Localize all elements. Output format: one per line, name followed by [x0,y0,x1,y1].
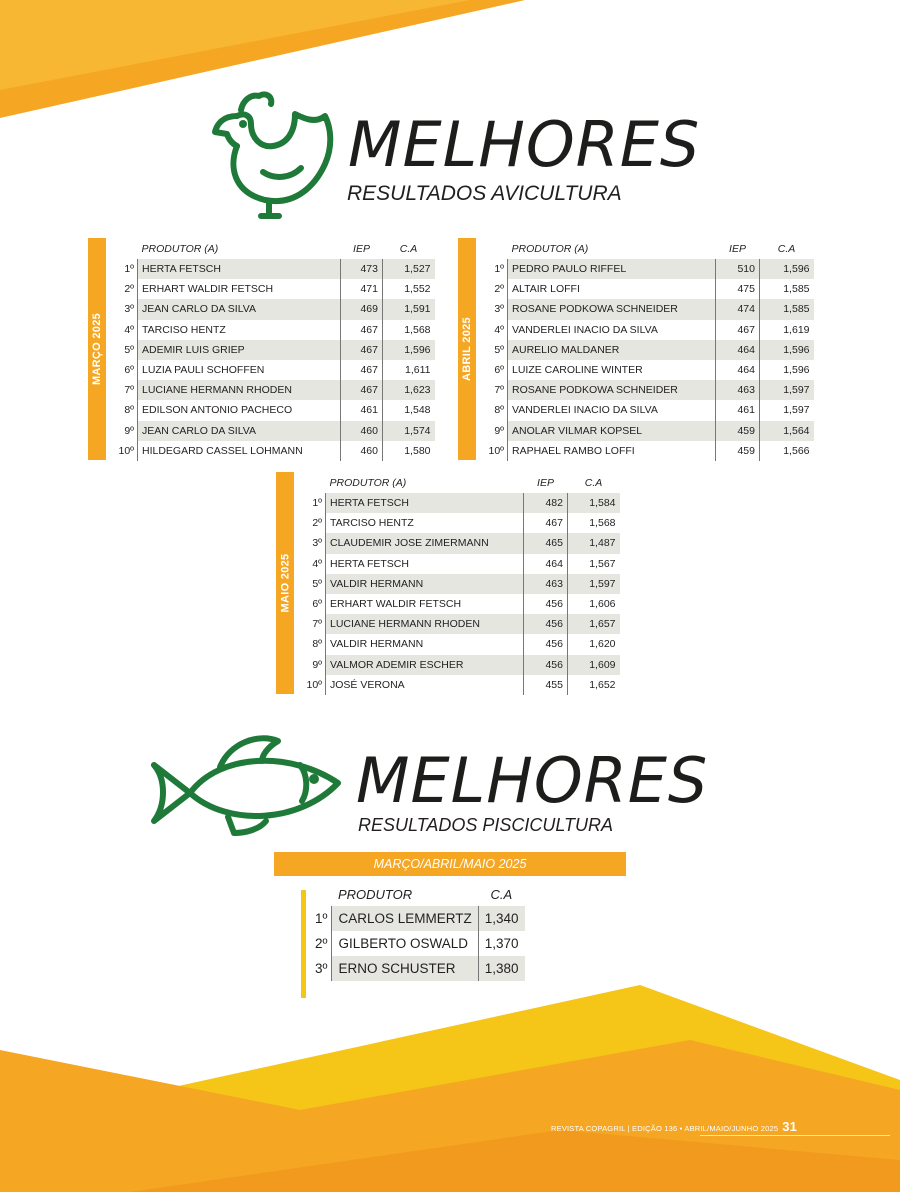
iep-value: 460 [341,441,383,461]
header-producer: PRODUTOR [337,886,413,902]
iep-value: 463 [524,574,568,594]
ca-value: 1,574 [383,421,435,441]
producer-name: CLAUDEMIR JOSE ZIMERMANN [326,533,524,553]
table-row [309,931,525,956]
ca-value: 1,527 [383,259,435,279]
rank: 10º [488,444,504,457]
table-may [276,472,626,694]
producer-name: ERNO SCHUSTER [332,956,478,981]
table-row [482,320,814,340]
poultry-title: MELHORES [348,108,701,181]
footer-divider [700,1135,890,1136]
producer-name: ANOLAR VILMAR KOPSEL [508,421,716,441]
rank: 4º [124,323,134,336]
iep-value: 510 [716,259,760,279]
iep-value: 463 [716,380,760,400]
table-row [309,906,525,931]
table-row [112,279,435,299]
ca-value: 1,340 [478,906,524,931]
rank: 10º [306,678,322,691]
accent-bar [301,890,306,998]
ca-value: 1,568 [568,513,620,533]
producer-name: JOSÉ VERONA [326,675,524,695]
ca-value: 1,596 [760,360,814,380]
ca-value: 1,609 [568,655,620,675]
producer-name: CARLOS LEMMERTZ [332,906,478,931]
period-banner: MARÇO/ABRIL/MAIO 2025 [274,852,626,876]
header-ca: C.A [584,476,603,489]
rank: 9º [494,424,504,437]
iep-value: 471 [341,279,383,299]
ca-value: 1,619 [760,320,814,340]
top-yellow-band [0,0,470,90]
producer-name: JEAN CARLO DA SILVA [138,299,341,319]
producer-name: LUCIANE HERMANN RHODEN [326,614,524,634]
header-iep: IEP [353,242,370,255]
table-row [300,614,620,634]
fish-icon [150,733,348,837]
table-row [300,634,620,654]
ranking-table [300,472,620,695]
iep-value: 475 [716,279,760,299]
rank: 4º [494,323,504,336]
producer-name: HERTA FETSCH [138,259,341,279]
iep-value: 456 [524,634,568,654]
producer-name: VANDERLEI INACIO DA SILVA [508,400,716,420]
ca-value: 1,597 [760,380,814,400]
table-row [300,513,620,533]
rank: 3º [312,537,322,550]
rank: 2º [124,283,134,296]
table-row [300,533,620,553]
rank: 9º [124,424,134,437]
producer-name: AURELIO MALDANER [508,340,716,360]
rank: 5º [312,577,322,590]
iep-value: 464 [716,360,760,380]
month-label: ABRIL 2025 [461,317,473,381]
table-row [482,380,814,400]
chicken-icon [203,88,343,220]
iep-value: 461 [716,400,760,420]
iep-value: 467 [341,340,383,360]
fish-subtitle: RESULTADOS PISCICULTURA [358,815,614,835]
header-iep: IEP [729,242,746,255]
producer-name: TARCISO HENTZ [326,513,524,533]
ca-value: 1,585 [760,279,814,299]
ca-value: 1,487 [568,533,620,553]
producer-name: ERHART WALDIR FETSCH [326,594,524,614]
table-row [482,400,814,420]
iep-value: 456 [524,614,568,634]
producer-name: VALDIR HERMANN [326,574,524,594]
rank: 2º [494,283,504,296]
producer-name: LUCIANE HERMANN RHODEN [138,380,341,400]
rank: 3º [494,303,504,316]
table-april [458,238,818,460]
iep-value: 467 [524,513,568,533]
rank: 2º [315,936,328,951]
table-row [482,421,814,441]
iep-value: 467 [341,320,383,340]
ca-value: 1,623 [383,380,435,400]
rank: 7º [312,618,322,631]
ca-value: 1,564 [760,421,814,441]
ca-value: 1,370 [478,931,524,956]
iep-value: 455 [524,675,568,695]
header-iep: IEP [537,476,554,489]
table-row [300,655,620,675]
rank: 5º [494,343,504,356]
table-march [88,238,438,460]
iep-value: 460 [341,421,383,441]
rank: 5º [124,343,134,356]
iep-value: 465 [524,533,568,553]
table-row [112,380,435,400]
producer-name: ALTAIR LOFFI [508,279,716,299]
rank: 2º [312,517,322,530]
table-row [482,299,814,319]
iep-value: 473 [341,259,383,279]
rank: 1º [315,911,328,926]
header-ca: C.A [399,242,418,255]
ca-value: 1,552 [383,279,435,299]
producer-name: LUIZE CAROLINE WINTER [508,360,716,380]
iep-value: 467 [341,360,383,380]
ca-value: 1,548 [383,400,435,420]
iep-value: 459 [716,441,760,461]
month-bar [458,238,476,460]
producer-name: HERTA FETSCH [326,493,524,513]
ca-value: 1,596 [760,259,814,279]
header-producer: PRODUTOR (A) [329,476,407,489]
rank: 3º [315,961,328,976]
iep-value: 474 [716,299,760,319]
producer-name: HERTA FETSCH [326,554,524,574]
ca-value: 1,597 [760,400,814,420]
rank: 7º [494,384,504,397]
producer-name: VALDIR HERMANN [326,634,524,654]
ranking-table [309,882,525,981]
header-ca: C.A [777,242,796,255]
producer-name: VALMOR ADEMIR ESCHER [326,655,524,675]
month-bar [276,472,294,694]
fish-title: MELHORES [356,744,709,817]
rank: 6º [124,364,134,377]
iep-value: 459 [716,421,760,441]
producer-name: VANDERLEI INACIO DA SILVA [508,320,716,340]
rank: 1º [124,263,134,276]
producer-name: TARCISO HENTZ [138,320,341,340]
header-producer: PRODUTOR (A) [511,242,589,255]
poultry-subtitle: RESULTADOS AVICULTURA [347,182,622,205]
producer-name: ROSANE PODKOWA SCHNEIDER [508,299,716,319]
producer-name: JEAN CARLO DA SILVA [138,421,341,441]
rank: 10º [118,444,134,457]
table-row [300,594,620,614]
ca-value: 1,591 [383,299,435,319]
iep-value: 482 [524,493,568,513]
iep-value: 467 [341,380,383,400]
table-row [482,259,814,279]
table-row [309,956,525,981]
rank: 3º [124,303,134,316]
table-row [300,574,620,594]
ca-value: 1,585 [760,299,814,319]
table-row [112,421,435,441]
producer-name: HILDEGARD CASSEL LOHMANN [138,441,341,461]
ca-value: 1,596 [383,340,435,360]
rank: 6º [312,598,322,611]
rank: 8º [124,404,134,417]
iep-value: 456 [524,655,568,675]
rank: 7º [124,384,134,397]
table-row [482,441,814,461]
table-row [112,360,435,380]
month-label: MARÇO 2025 [91,312,104,386]
iep-value: 467 [716,320,760,340]
header-producer: PRODUTOR (A) [141,242,219,255]
ca-value: 1,580 [383,441,435,461]
producer-name: GILBERTO OSWALD [332,931,478,956]
footer [551,1119,797,1134]
table-row [300,493,620,513]
rank: 1º [312,497,322,510]
producer-name: ADEMIR LUIS GRIEP [138,340,341,360]
producer-name: EDILSON ANTONIO PACHECO [138,400,341,420]
table-row [112,259,435,279]
ca-value: 1,620 [568,634,620,654]
ca-value: 1,606 [568,594,620,614]
ca-value: 1,380 [478,956,524,981]
producer-name: PEDRO PAULO RIFFEL [508,259,716,279]
ca-value: 1,584 [568,493,620,513]
table-row [482,340,814,360]
table-row [112,400,435,420]
ca-value: 1,657 [568,614,620,634]
ca-value: 1,652 [568,675,620,695]
table-row [482,279,814,299]
iep-value: 464 [716,340,760,360]
table-row [482,360,814,380]
table-row [112,441,435,461]
ca-value: 1,567 [568,554,620,574]
table-row [112,320,435,340]
rank: 4º [312,557,322,570]
rank: 6º [494,364,504,377]
producer-name: ROSANE PODKOWA SCHNEIDER [508,380,716,400]
rank: 9º [312,658,322,671]
table-row [300,675,620,695]
producer-name: RAPHAEL RAMBO LOFFI [508,441,716,461]
footer-text: REVISTA COPAGRIL | EDIÇÃO 136 • ABRIL/MAIO/JUNHO 2025 [551,1124,779,1133]
rank: 1º [494,263,504,276]
ranking-table [112,238,435,461]
page-number: 31 [782,1119,798,1134]
ca-value: 1,597 [568,574,620,594]
ca-value: 1,568 [383,320,435,340]
producer-name: ERHART WALDIR FETSCH [138,279,341,299]
iep-value: 464 [524,554,568,574]
iep-value: 456 [524,594,568,614]
ca-value: 1,566 [760,441,814,461]
table-row [112,340,435,360]
ranking-table [482,238,814,461]
iep-value: 461 [341,400,383,420]
rank: 8º [494,404,504,417]
table-row [300,554,620,574]
header-ca: C.A [490,886,513,902]
ca-value: 1,611 [383,360,435,380]
month-bar [88,238,106,460]
ca-value: 1,596 [760,340,814,360]
producer-name: LUZIA PAULI SCHOFFEN [138,360,341,380]
iep-value: 469 [341,299,383,319]
month-label: MAIO 2025 [279,553,292,613]
table-row [112,299,435,319]
rank: 8º [312,638,322,651]
